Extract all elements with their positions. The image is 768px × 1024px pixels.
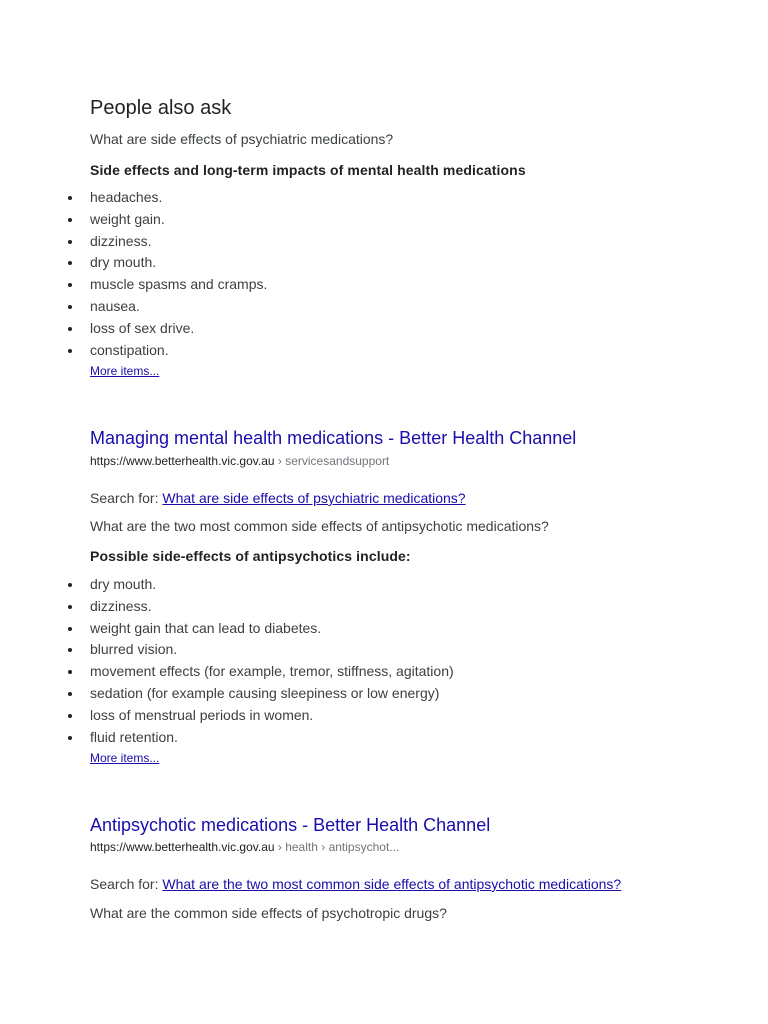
list-item xyxy=(0,596,454,618)
result-url-path: › health › antipsychot... xyxy=(274,840,400,854)
list-item xyxy=(0,661,454,683)
result-title-2[interactable]: Antipsychotic medications - Better Health Channel xyxy=(90,815,491,835)
list-item-text: dizziness. xyxy=(90,597,152,614)
search-for-label: Search for: xyxy=(90,490,163,506)
list-item xyxy=(0,187,267,209)
people-also-ask-heading: People also ask xyxy=(90,97,232,119)
list-item xyxy=(0,727,454,749)
search-for-1 xyxy=(90,490,466,506)
bullet-icon xyxy=(68,196,72,200)
bullet-icon xyxy=(68,349,72,353)
list-item-text: dizziness. xyxy=(90,232,152,249)
bullet-icon xyxy=(68,218,72,222)
list-item xyxy=(0,618,454,640)
list-item-text: dry mouth. xyxy=(90,254,157,271)
list-item xyxy=(0,318,267,340)
search-for-link-2[interactable]: What are the two most common side effects of antipsychotic medications? xyxy=(162,876,622,892)
bullet-icon xyxy=(68,261,72,265)
result-title-1[interactable]: Managing mental health medications - Better Health Channel xyxy=(90,428,577,448)
bullet-icon xyxy=(68,305,72,309)
list-item-text: weight gain that can lead to diabetes. xyxy=(90,619,322,636)
list-item-text: headaches. xyxy=(90,189,163,205)
result-url-1 xyxy=(90,454,389,468)
result-url-2 xyxy=(90,840,399,854)
list-item xyxy=(0,209,267,231)
list-item-text: fluid retention. xyxy=(90,728,178,745)
list-item-text: dry mouth. xyxy=(90,576,157,592)
list-item xyxy=(0,574,454,596)
bullet-icon xyxy=(68,627,72,631)
search-for-link-1[interactable]: What are side effects of psychiatric medications? xyxy=(162,490,466,506)
paa-question-2[interactable]: What are the two most common side effects of antipsychotic medications? xyxy=(90,518,549,534)
bullet-icon xyxy=(68,583,72,587)
answer-list-2 xyxy=(0,574,454,748)
list-item-text: loss of sex drive. xyxy=(90,319,195,336)
bullet-icon xyxy=(68,605,72,609)
list-item-text: constipation. xyxy=(90,341,169,358)
list-item-text: blurred vision. xyxy=(90,641,178,658)
bullet-icon xyxy=(68,692,72,696)
answer-list-1 xyxy=(0,187,267,361)
list-item-text: movement effects (for example, tremor, stiffness, agitation) xyxy=(90,663,454,680)
list-item xyxy=(0,705,454,727)
bullet-icon xyxy=(68,240,72,244)
search-for-label: Search for: xyxy=(90,876,163,892)
more-items-link-2[interactable]: More items... xyxy=(90,751,160,765)
paa-question-1[interactable]: What are side effects of psychiatric medications? xyxy=(90,131,394,147)
paa-question-3[interactable]: What are the common side effects of psychotropic drugs? xyxy=(90,905,447,921)
bullet-icon xyxy=(68,714,72,718)
list-item xyxy=(0,296,267,318)
answer-title-1: Side effects and long-term impacts of mental health medications xyxy=(90,162,526,178)
list-item xyxy=(0,252,267,274)
bullet-icon xyxy=(68,736,72,740)
bullet-icon xyxy=(68,327,72,331)
list-item-text: muscle spasms and cramps. xyxy=(90,276,268,293)
result-url-domain: https://www.betterhealth.vic.gov.au xyxy=(90,454,275,468)
bullet-icon xyxy=(68,648,72,652)
list-item xyxy=(0,639,454,661)
list-item xyxy=(0,683,454,705)
list-item-text: nausea. xyxy=(90,297,140,314)
list-item-text: loss of menstrual periods in women. xyxy=(90,706,314,723)
list-item xyxy=(0,274,267,296)
answer-title-2: Possible side-effects of antipsychotics include: xyxy=(90,548,411,564)
bullet-icon xyxy=(68,283,72,287)
more-items-link-1[interactable]: More items... xyxy=(90,364,160,378)
list-item-text: sedation (for example causing sleepiness or low energy) xyxy=(90,684,440,701)
result-url-domain: https://www.betterhealth.vic.gov.au xyxy=(90,840,275,854)
list-item xyxy=(0,231,267,253)
list-item xyxy=(0,340,267,362)
list-item-text: weight gain. xyxy=(90,210,165,227)
result-url-path: › servicesandsupport xyxy=(274,454,390,468)
bullet-icon xyxy=(68,670,72,674)
search-for-2 xyxy=(90,876,621,892)
